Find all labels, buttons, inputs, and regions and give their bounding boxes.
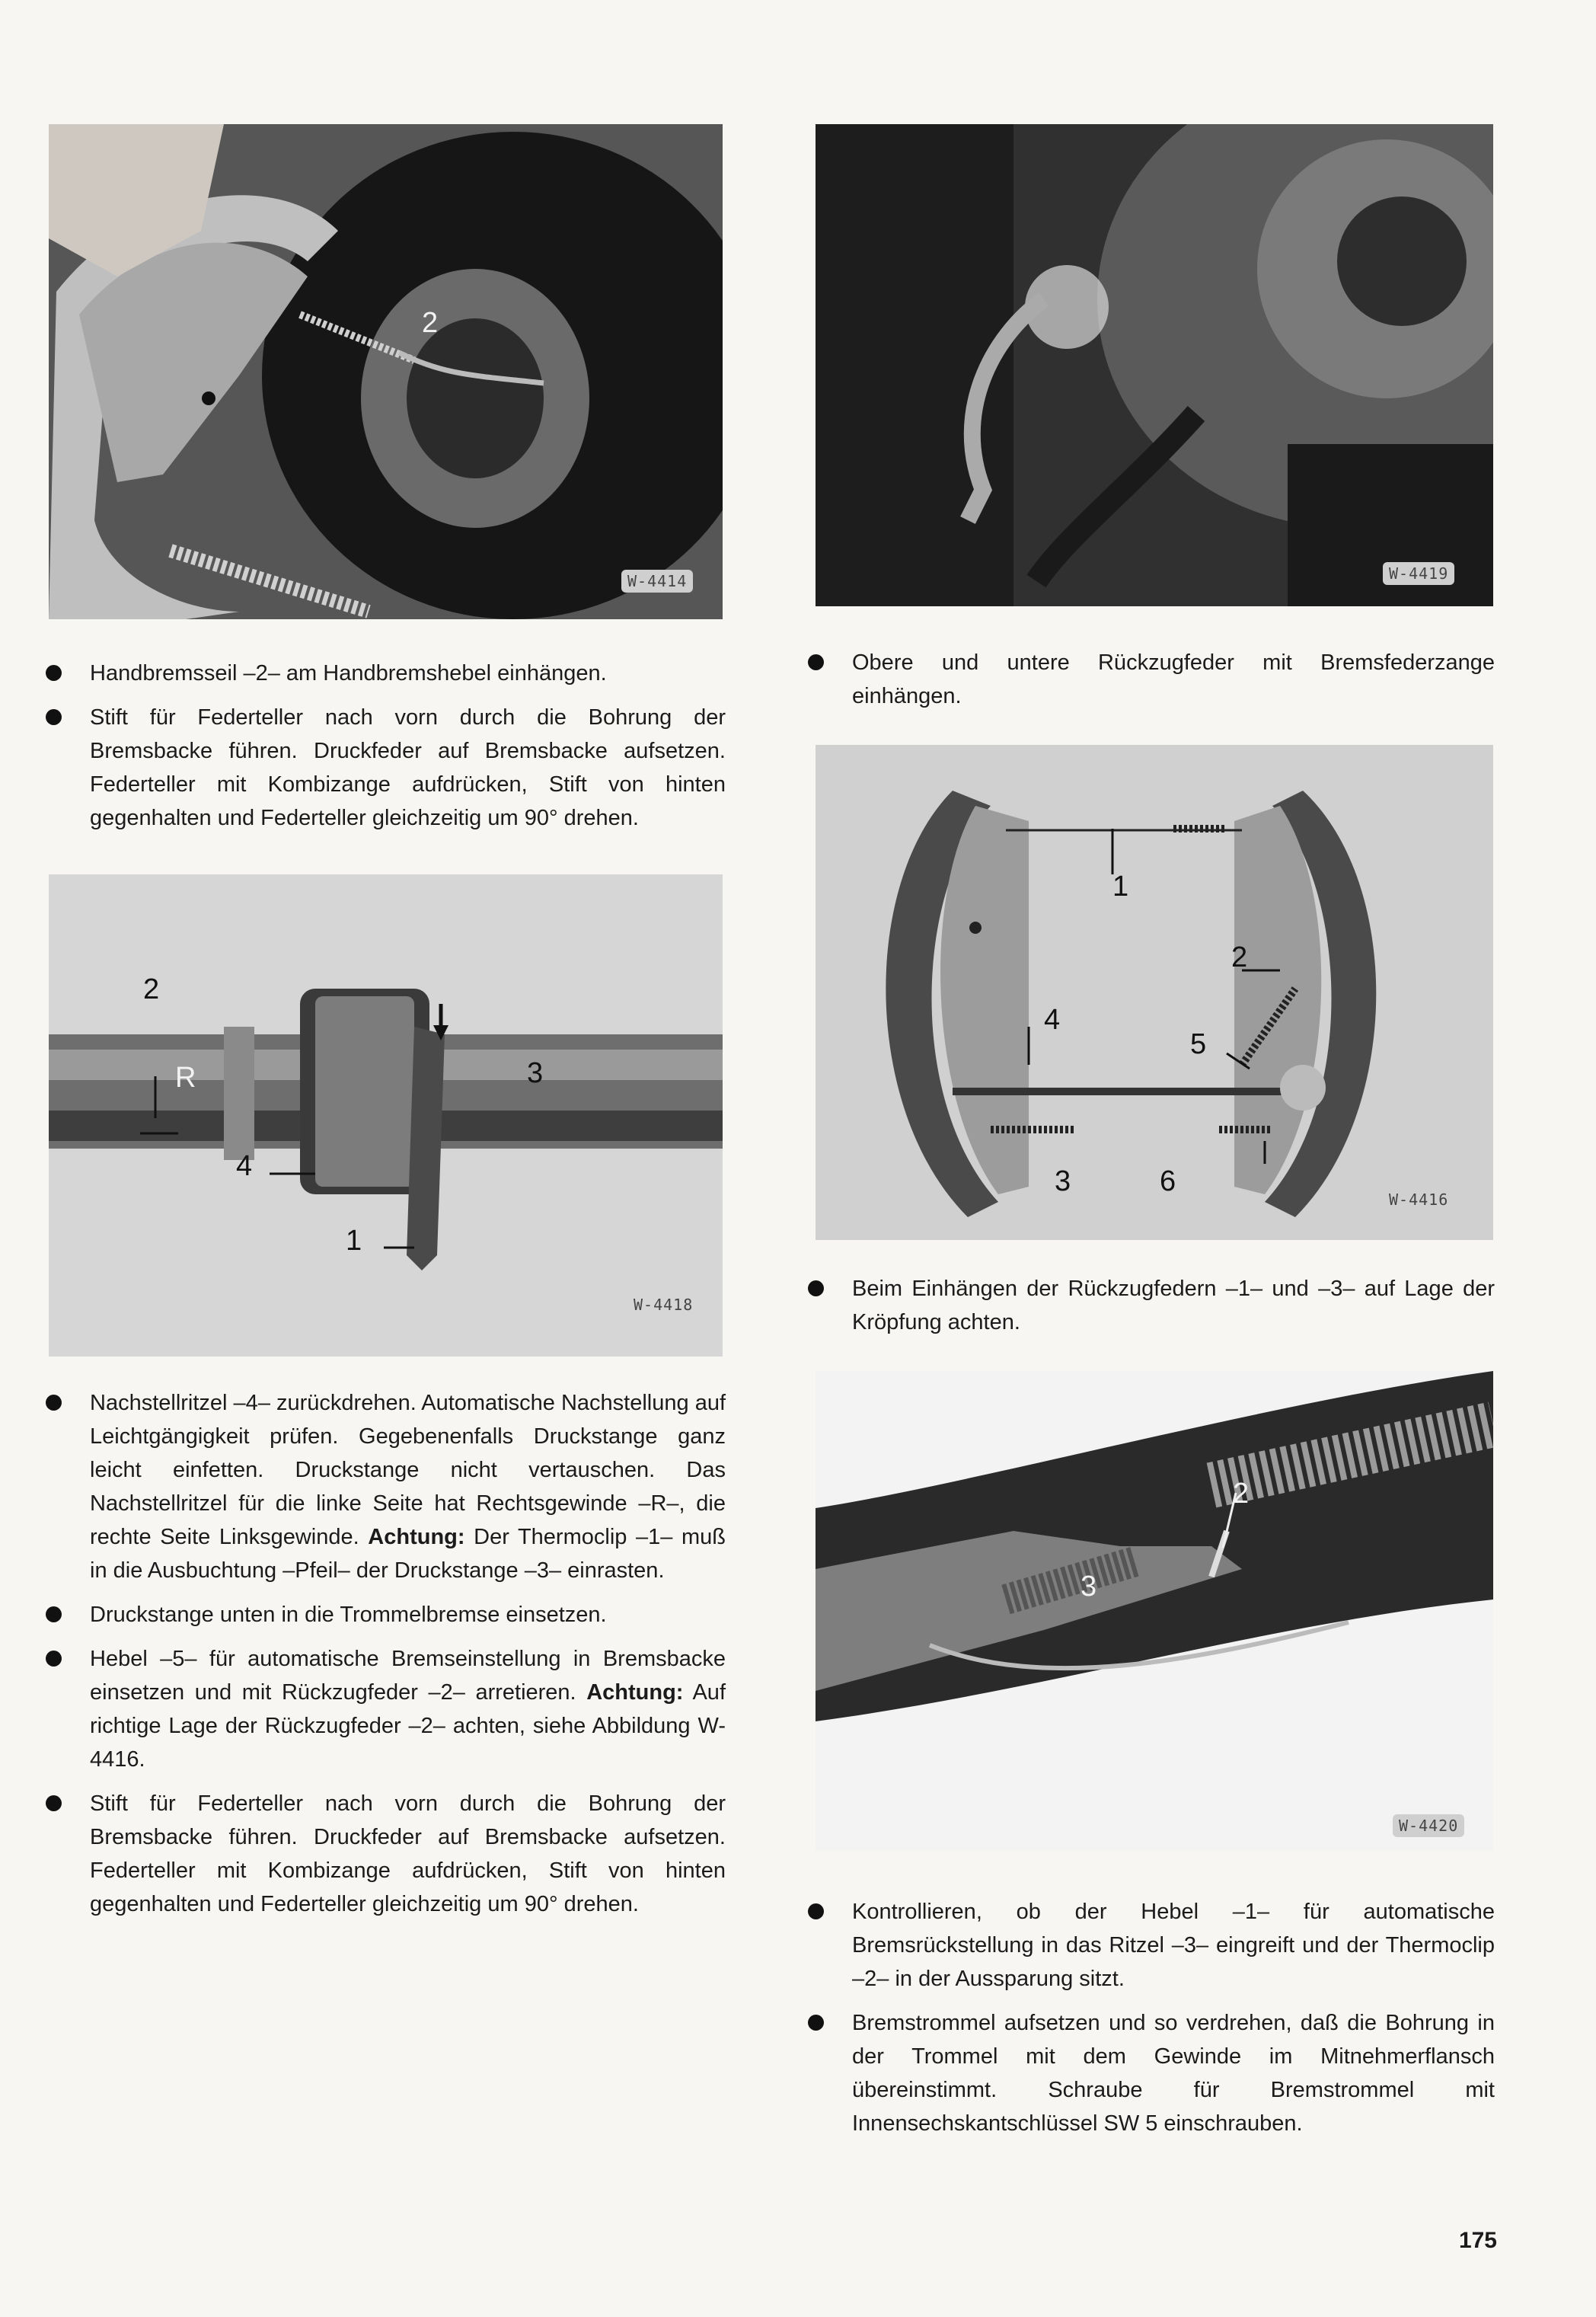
figure-code: W-4420: [1393, 1814, 1464, 1837]
figure-code: W-4416: [1389, 1190, 1449, 1209]
label-5: 5: [1190, 1028, 1207, 1060]
list-item: Beim Einhängen der Rückzugfedern –1– und –3– auf Lage der Kröpfung achten.: [808, 1272, 1495, 1339]
steps-b: [46, 1386, 726, 1932]
photo-w4414: [49, 124, 723, 619]
figure-code: W-4418: [634, 1296, 694, 1314]
bullet-icon: [46, 665, 62, 681]
list-item: Hebel –5– für automatische Bremseinstellung in Bremsbacke einsetzen und mit Rückzugfeder –2– arretieren. Achtung: Auf richtige Lage der Rückzugfeder –2– achten, siehe Abbildung W-4416.: [46, 1642, 726, 1776]
bullet-icon: [46, 709, 62, 725]
photo-w4418: [49, 874, 723, 1357]
page-number: 175: [1458, 2228, 1497, 2253]
label-3: 3: [1055, 1165, 1071, 1197]
label-1: 1: [346, 1225, 362, 1257]
label-2: 2: [143, 973, 160, 1005]
list-item: Obere und untere Rückzugfeder mit Bremsfederzange einhängen.: [808, 646, 1495, 713]
bullet-icon: [46, 1651, 62, 1667]
label-4: 4: [1044, 1004, 1061, 1036]
label-1: 1: [1112, 871, 1129, 903]
label-3: 3: [1080, 1571, 1097, 1603]
list-item: Stift für Federteller nach vorn durch die Bohrung der Bremsbacke führen. Druckfeder auf Bremsbacke aufsetzen. Federteller mit Kombizange aufdrücken, Stift von hinten gegenhalten und Federteller gleichzeitig um 90° drehen.: [46, 701, 726, 835]
photo-w4419: [816, 124, 1493, 606]
bullet-icon: [46, 1395, 62, 1411]
list-item: Nachstellritzel –4– zurückdrehen. Automatische Nachstellung auf Leichtgängigkeit prüfen. Gegebenenfalls Druckstange ganz leicht einfetten. Druckstange nicht vertauschen. Das Nachstellritzel für die linke Seite hat Rechtsgewinde –R–, die rechte Seite Linksgewinde. Achtung: Der Thermoclip –1– muß in die Ausbuchtung –Pfeil– der Druckstange –3– einrasten.: [46, 1386, 726, 1587]
steps-c: [808, 646, 1495, 724]
bullet-icon: [46, 1795, 62, 1811]
label-2: 2: [1231, 941, 1248, 973]
photo-w4416: [816, 745, 1493, 1240]
label-6: 6: [1160, 1165, 1176, 1197]
figure-code: W-4419: [1383, 562, 1454, 585]
bullet-icon: [808, 1903, 824, 1919]
label-R: R: [175, 1062, 196, 1094]
list-item: Stift für Federteller nach vorn durch die Bohrung der Bremsbacke führen. Druckfeder auf Bremsbacke aufsetzen. Federteller mit Kombizange aufdrücken, Stift von hinten gegenhalten und Federteller gleichzeitig um 90° drehen.: [46, 1787, 726, 1921]
list-item: Handbremsseil –2– am Handbremshebel einhängen.: [46, 657, 726, 690]
bullet-icon: [808, 2015, 824, 2031]
label-2: 2: [1233, 1478, 1250, 1510]
list-item: Druckstange unten in die Trommelbremse einsetzen.: [46, 1598, 726, 1631]
photo-w4420: [816, 1371, 1493, 1851]
list-item: Kontrollieren, ob der Hebel –1– für automatische Bremsrückstellung in das Ritzel –3– eingreift und der Thermoclip –2– in der Aussparung sitzt.: [808, 1895, 1495, 1996]
label-2: 2: [422, 307, 439, 339]
list-item: Bremstrommel aufsetzen und so verdrehen, daß die Bohrung in der Trommel mit dem Gewinde im Mitnehmerflansch übereinstimmt. Schraube für Bremstrommel mit Innensechskantschlüssel SW 5 einschrauben.: [808, 2006, 1495, 2140]
steps-a: [46, 657, 726, 845]
bullet-icon: [808, 1280, 824, 1296]
figure-code: W-4414: [621, 570, 693, 593]
bullet-icon: [808, 654, 824, 670]
bullet-icon: [46, 1606, 62, 1622]
label-3: 3: [527, 1057, 544, 1089]
label-4: 4: [236, 1150, 253, 1182]
steps-d: [808, 1272, 1495, 1350]
steps-e: [808, 1895, 1495, 2151]
